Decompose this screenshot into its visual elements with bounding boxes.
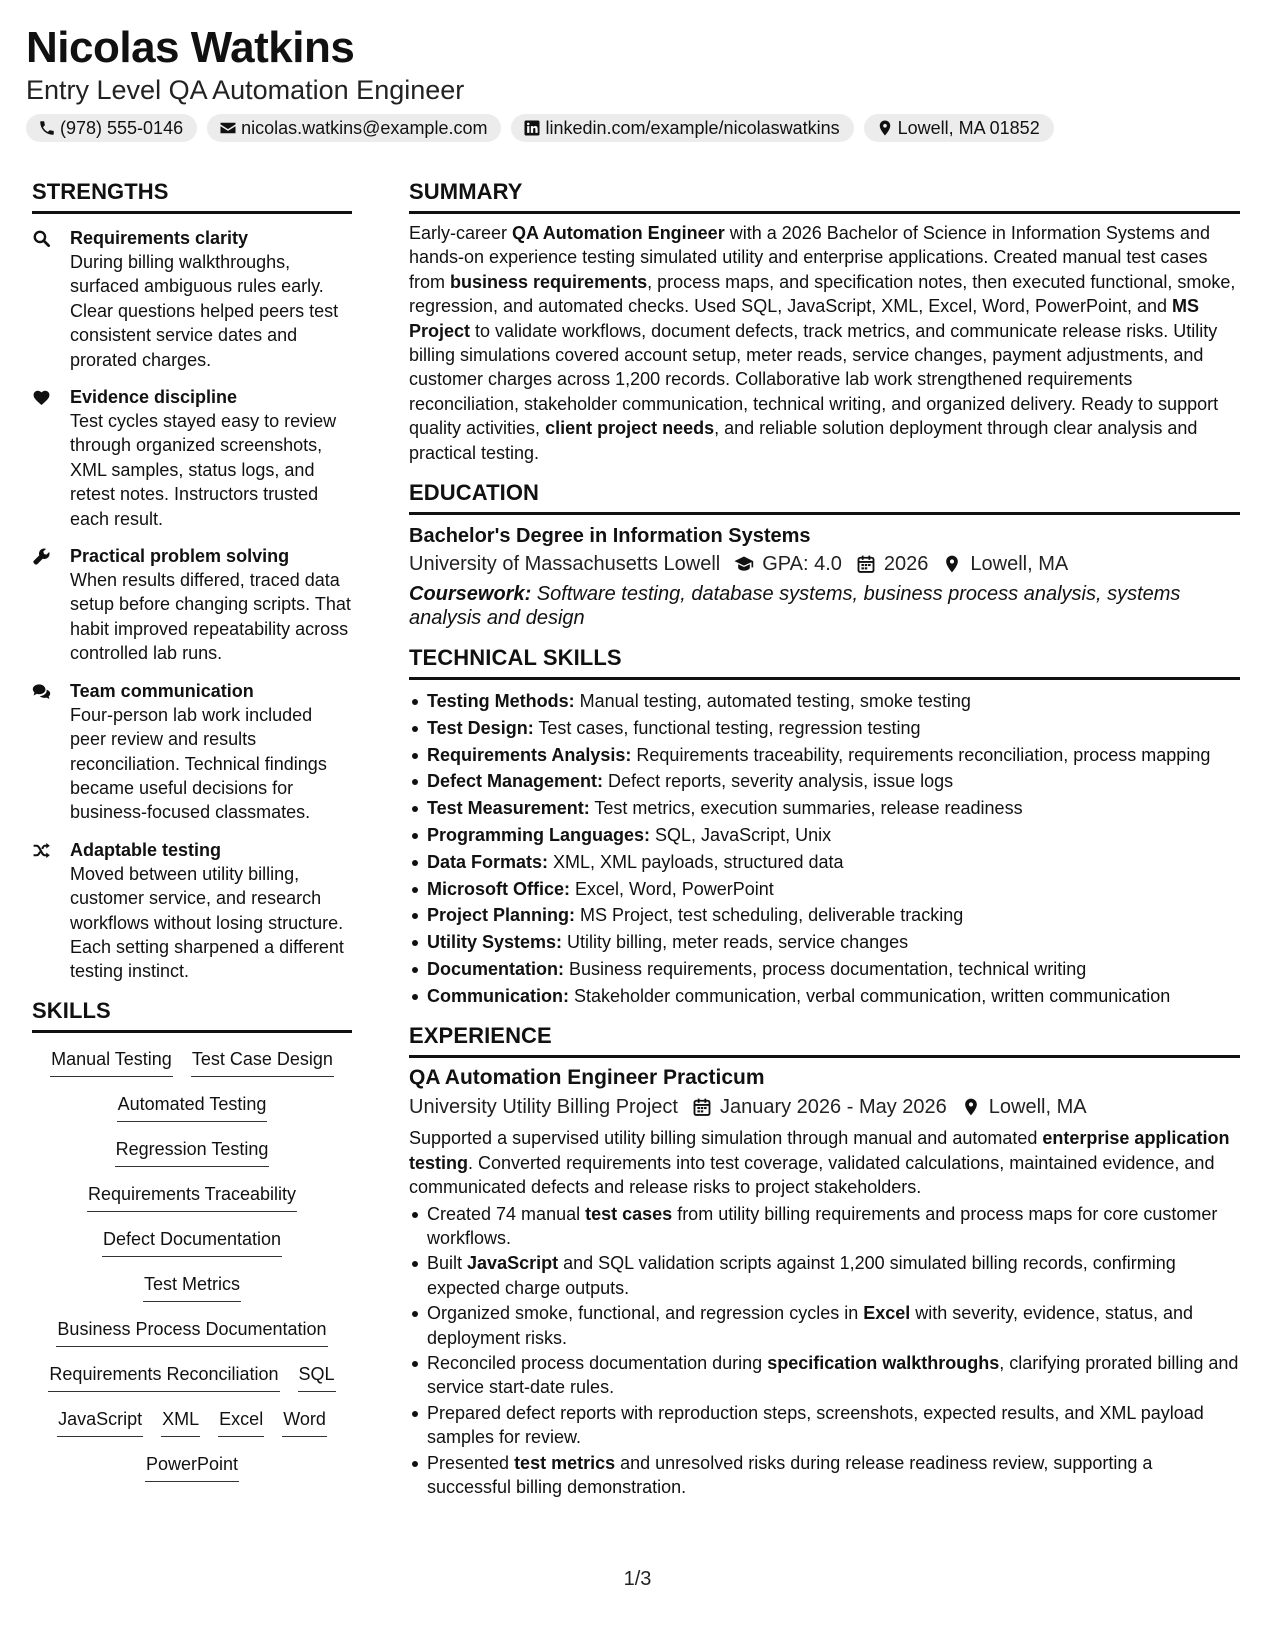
technical-skill-value: XML, XML payloads, structured data: [548, 851, 844, 872]
text-run: Built: [427, 1253, 468, 1274]
strength-title: Evidence discipline: [70, 387, 238, 408]
skill-row: [32, 1272, 352, 1317]
skill-tag: Excel: [218, 1407, 264, 1437]
contact-phone[interactable]: [26, 114, 197, 142]
technical-skill-label: Documentation:: [427, 959, 564, 980]
strength-title: Team communication: [70, 680, 254, 701]
technical-skill-item: [409, 769, 1240, 794]
candidate-title: Entry Level QA Automation Engineer: [26, 75, 465, 105]
emphasis-text: JavaScript: [467, 1253, 559, 1274]
contact-email[interactable]: [207, 114, 501, 142]
search-icon: [32, 229, 51, 248]
contact-email-text: nicolas.watkins@example.com: [241, 117, 488, 138]
skill-tag: Requirements Traceability: [87, 1182, 297, 1212]
technical-skill-item: [409, 984, 1240, 1009]
skill-tag: XML: [161, 1407, 200, 1437]
skill-tag: Test Case Design: [191, 1047, 334, 1077]
degree-title: Bachelor's Degree in Information Systems: [409, 525, 811, 548]
technical-skill-item: [409, 796, 1240, 821]
text-run: and unresolved risks during release readiness review, supporting a successful billing demonstration.: [427, 1453, 1153, 1498]
wrench-icon: [32, 547, 51, 566]
comments-icon: [32, 682, 51, 701]
technical-skill-value: Excel, Word, PowerPoint: [570, 878, 774, 899]
skill-tag: SQL: [298, 1362, 336, 1392]
technical-skill-item: [409, 877, 1240, 902]
text-run: to validate workflows, document defects, track metrics, and communicate release risks. Utility billing simulations covered account setup, meter reads, service changes, payment adjustments, and customer charges across 1,200 records. Collaborative lab work strengthened requirements reconciliation, stakeholder communication, technical writing, and organized delivery. Ready to support quality activities,: [409, 320, 1219, 439]
technical-skill-value: Business requirements, process documentation, technical writing: [564, 959, 1087, 980]
technical-skill-value: Stakeholder communication, verbal communication, written communication: [569, 985, 1171, 1006]
right-column: [409, 178, 1240, 1501]
strength-item: [32, 226, 352, 372]
technical-skill-item: [409, 689, 1240, 714]
skill-tag: Automated Testing: [117, 1092, 268, 1122]
skills-section: [32, 997, 352, 1497]
skill-tag: Business Process Documentation: [56, 1317, 327, 1347]
skill-tag: Regression Testing: [115, 1137, 270, 1167]
text-run: Prepared defect reports with reproduction steps, screenshots, expected results, and XML payload samples for review.: [427, 1403, 1204, 1448]
text-run: Presented: [427, 1453, 515, 1474]
strength-title: Practical problem solving: [70, 546, 290, 567]
skill-tag: Requirements Reconciliation: [48, 1362, 279, 1392]
education-heading: EDUCATION: [409, 479, 1240, 515]
education-location: Lowell, MA: [970, 553, 1069, 576]
job-bullet: [409, 1451, 1240, 1499]
technical-skill-item: [409, 716, 1240, 741]
technical-skill-value: Test metrics, execution summaries, release readiness: [589, 798, 1023, 819]
map-pin-icon: [942, 554, 962, 574]
technical-skill-label: Communication:: [427, 985, 569, 1006]
technical-skills-section: [409, 644, 1240, 1008]
emphasis-text: MS Project: [409, 296, 1200, 341]
skill-tag: JavaScript: [57, 1407, 143, 1437]
job-meta: [409, 1092, 1240, 1122]
skills-heading: SKILLS: [32, 997, 352, 1033]
text-run: , and reliable solution deployment through clear analysis and practical testing.: [409, 418, 1198, 463]
candidate-name: Nicolas Watkins: [26, 23, 355, 72]
summary-section: [409, 178, 1240, 465]
linkedin-icon: [523, 119, 541, 137]
text-run: Early-career: [409, 223, 513, 243]
text-run: and SQL validation scripts against 1,200 simulated billing records, confirming expected charge outputs.: [427, 1253, 1176, 1298]
technical-skill-item: [409, 930, 1240, 955]
technical-skill-value: Test cases, functional testing, regression testing: [533, 717, 921, 738]
technical-skill-value: Defect reports, severity analysis, issue logs: [603, 771, 954, 792]
skill-row: [32, 1227, 352, 1272]
job-bullet: [409, 1202, 1240, 1250]
coursework-list: Software testing, database systems, business process analysis, systems analysis and design: [409, 583, 1181, 630]
page-indicator: 1/3: [623, 1568, 652, 1590]
skill-tag: Manual Testing: [50, 1047, 173, 1077]
technical-skill-label: Testing Methods:: [427, 691, 575, 712]
contact-location: [864, 114, 1054, 142]
job-summary: [409, 1126, 1240, 1199]
technical-skill-label: Test Measurement:: [427, 798, 590, 819]
job-bullets: [409, 1202, 1240, 1500]
text-run: from utility billing requirements and process maps for core customer workflows.: [427, 1203, 1218, 1248]
technical-skill-label: Defect Management:: [427, 771, 604, 792]
emphasis-text: QA Automation Engineer: [512, 223, 725, 243]
technical-skill-value: Requirements traceability, requirements reconciliation, process mapping: [631, 744, 1211, 765]
heart-icon: [32, 388, 51, 407]
strength-description: During billing walkthroughs, surfaced ambiguous rules early. Clear questions helped peers test consistent service dates and prorated charges.: [70, 252, 339, 370]
resume-header: [26, 22, 1246, 142]
job-bullet: [409, 1401, 1240, 1449]
graduation-cap-icon: [734, 554, 754, 574]
text-run: , process maps, and specification notes, then executed functional, smoke, regression, and automated checks. Used SQL, JavaScript, XML, Excel, Word, PowerPoint, and: [409, 271, 1236, 317]
technical-skill-item: [409, 903, 1240, 928]
technical-skill-label: Microsoft Office:: [427, 878, 571, 899]
employer-name: University Utility Billing Project: [409, 1096, 678, 1119]
coursework: [409, 582, 1240, 630]
map-pin-icon: [961, 1097, 981, 1117]
strength-title: Requirements clarity: [70, 228, 249, 248]
summary-text: [409, 221, 1240, 465]
calendar-icon: [692, 1097, 712, 1117]
skill-row: [32, 1092, 352, 1137]
job-dates: January 2026 - May 2026: [719, 1096, 947, 1119]
text-run: Reconciled process documentation during: [427, 1353, 768, 1374]
emphasis-text: enterprise application testing: [409, 1128, 1230, 1173]
skill-row: [32, 1317, 352, 1362]
skill-tag: Word: [282, 1407, 327, 1437]
experience-section: [409, 1022, 1240, 1499]
text-run: Organized smoke, functional, and regression cycles in: [427, 1303, 864, 1324]
technical-skill-value: MS Project, test scheduling, deliverable tracking: [575, 905, 964, 926]
technical-skill-label: Project Planning:: [427, 905, 576, 926]
technical-skill-label: Utility Systems:: [427, 932, 563, 953]
experience-heading: EXPERIENCE: [409, 1022, 1240, 1058]
calendar-icon: [856, 554, 876, 574]
skill-row: [32, 1362, 352, 1407]
graduation-year: 2026: [883, 553, 929, 576]
technical-skill-value: Manual testing, automated testing, smoke testing: [574, 691, 971, 712]
emphasis-text: Excel: [863, 1303, 911, 1324]
skill-row: [32, 1182, 352, 1227]
emphasis-text: test cases: [585, 1203, 673, 1224]
skill-tag: PowerPoint: [145, 1452, 239, 1482]
shuffle-icon: [32, 841, 51, 860]
skill-row: [32, 1452, 352, 1497]
text-run: Created 74 manual: [427, 1203, 586, 1224]
strength-item: [32, 385, 352, 531]
school-name: University of Massachusetts Lowell: [409, 553, 721, 576]
strength-item: [32, 544, 352, 666]
education-meta: [409, 549, 1240, 579]
technical-skill-item: [409, 743, 1240, 768]
summary-heading: SUMMARY: [409, 178, 1240, 214]
text-run: with severity, evidence, status, and deployment risks.: [427, 1303, 1194, 1348]
strength-title: Adaptable testing: [70, 839, 222, 860]
skill-row: [32, 1407, 352, 1452]
contact-bar: [26, 114, 1246, 142]
text-run: , clarifying prorated billing and service start-date rules.: [427, 1353, 1239, 1398]
skill-tag: Test Metrics: [143, 1272, 241, 1302]
technical-skill-item: [409, 823, 1240, 848]
contact-phone-text: (978) 555-0146: [60, 117, 184, 138]
left-column: [32, 178, 352, 1497]
contact-linkedin[interactable]: [511, 114, 853, 142]
envelope-icon: [219, 119, 237, 137]
job-bullet: [409, 1351, 1240, 1399]
strength-item: [32, 679, 352, 825]
gpa: GPA: 4.0: [762, 553, 842, 576]
skill-tag: Defect Documentation: [102, 1227, 282, 1257]
text-run: . Converted requirements into test coverage, validated calculations, maintained evidence, and communicated defects and release risks to project stakeholders.: [409, 1152, 1215, 1198]
job-location: Lowell, MA: [988, 1096, 1087, 1119]
emphasis-text: business requirements: [450, 271, 648, 292]
strength-description: When results differed, traced data setup before changing scripts. That habit improved repeatability across controlled lab runs.: [70, 570, 351, 664]
technical-skill-label: Requirements Analysis:: [427, 744, 632, 765]
emphasis-text: test metrics: [514, 1453, 616, 1474]
technical-skill-item: [409, 957, 1240, 982]
technical-skill-label: Data Formats:: [427, 851, 549, 872]
strengths-heading: STRENGTHS: [32, 178, 352, 214]
technical-skill-value: Utility billing, meter reads, service changes: [562, 932, 909, 953]
technical-skill-label: Test Design:: [427, 717, 534, 738]
job-bullet: [409, 1251, 1240, 1299]
skill-row: [32, 1047, 352, 1092]
text-run: with a 2026 Bachelor of Science in Information Systems and hands-on experience testing simulated utility and enterprise applications. Created manual test cases from: [409, 223, 1210, 292]
job-bullet: [409, 1301, 1240, 1349]
strength-description: Four-person lab work included peer review and results reconciliation. Technical findings became useful decisions for business-focused classmates.: [70, 704, 327, 823]
skill-row: [32, 1137, 352, 1182]
strength-description: Test cycles stayed easy to review through organized screenshots, XML samples, status logs, and retest notes. Instructors trusted each result.: [70, 411, 337, 529]
emphasis-text: specification walkthroughs: [767, 1353, 1000, 1374]
technical-skills-heading: TECHNICAL SKILLS: [409, 644, 1240, 680]
contact-linkedin-text: linkedin.com/example/nicolaswatkins: [545, 117, 840, 138]
skills-tag-list: [32, 1047, 352, 1497]
strength-description: Moved between utility billing, customer service, and research workflows without losing structure. Each setting sharpened a different testing instinct.: [70, 863, 344, 982]
strength-item: [32, 838, 352, 984]
technical-skill-value: SQL, JavaScript, Unix: [650, 825, 832, 846]
job-title: QA Automation Engineer Practicum: [409, 1066, 765, 1090]
technical-skills-list: [409, 689, 1240, 1008]
phone-icon: [38, 119, 56, 137]
text-run: Supported a supervised utility billing simulation through manual and automated: [409, 1128, 1043, 1149]
map-pin-icon: [876, 119, 894, 137]
coursework-label: Coursework:: [409, 583, 532, 606]
contact-location-text: Lowell, MA 01852: [897, 117, 1040, 138]
technical-skill-item: [409, 850, 1240, 875]
emphasis-text: client project needs: [545, 418, 715, 439]
education-section: [409, 479, 1240, 630]
technical-skill-label: Programming Languages:: [427, 825, 651, 846]
strengths-list: [32, 226, 352, 984]
